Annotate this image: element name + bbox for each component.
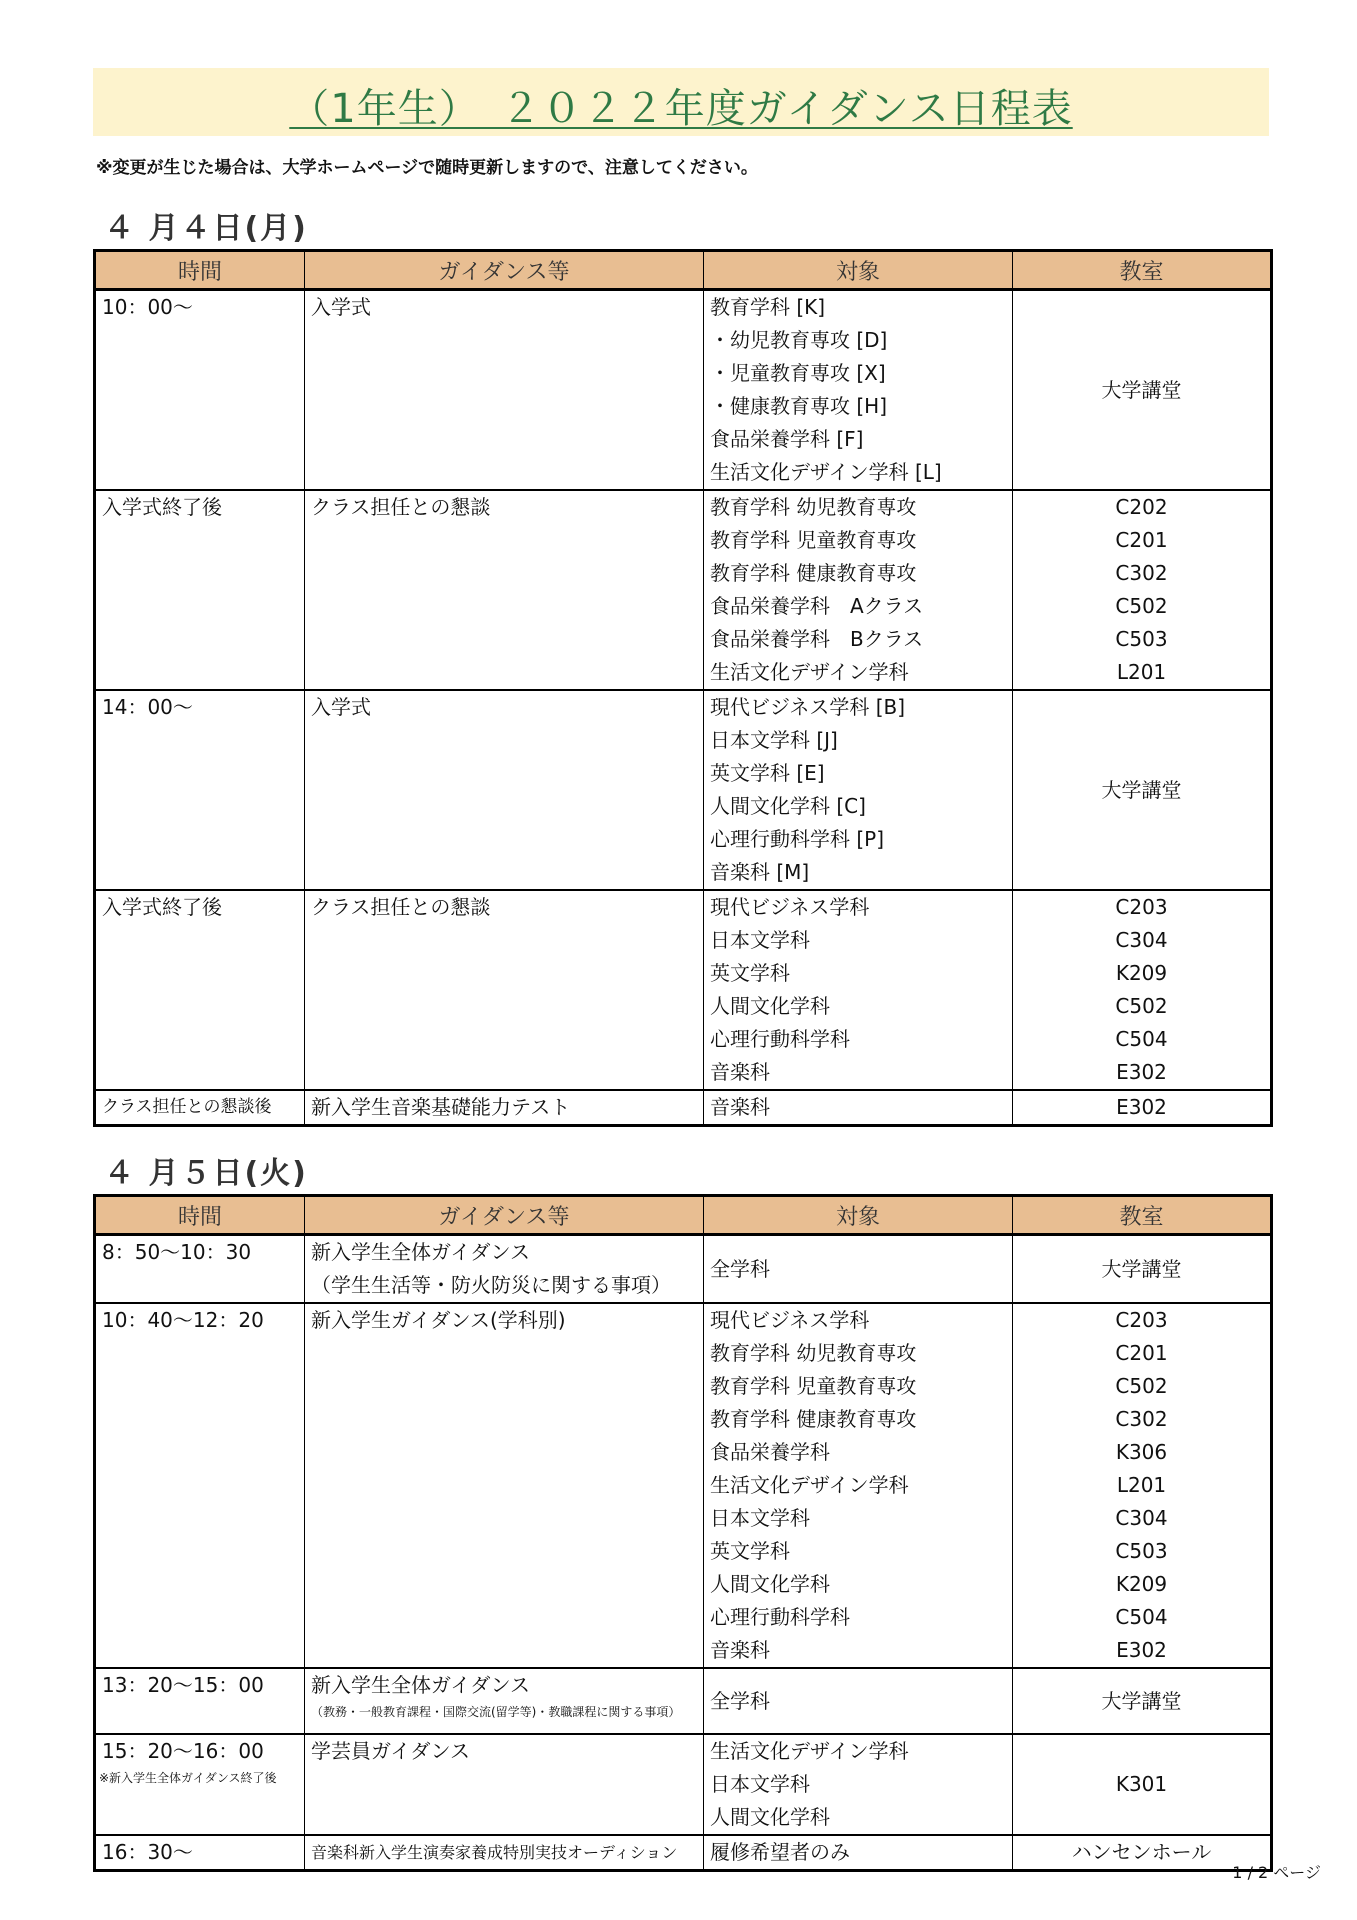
room-item: C202 — [1115, 495, 1168, 519]
room-item: E302 — [1116, 1060, 1167, 1084]
guidance-text: 新入学生全体ガイダンス — [311, 1240, 530, 1264]
time-text: 15：20～16：00 — [102, 1739, 264, 1763]
table-row — [95, 690, 1272, 890]
target-item: 日本文学科 [J] — [710, 728, 838, 752]
room-item: K209 — [1115, 961, 1168, 985]
target-item: 心理行動科学科 — [710, 1605, 850, 1629]
target-item: 音楽科 — [710, 1060, 770, 1084]
header-guidance: ガイダンス等 — [305, 1196, 704, 1235]
header-target: 対象 — [704, 251, 1013, 290]
table-row — [95, 1668, 1272, 1734]
time-text: 16：30～ — [102, 1840, 193, 1864]
guidance-cell — [305, 890, 704, 1090]
target-item: ・幼児教育専攻 [D] — [710, 328, 888, 352]
room-item: C502 — [1115, 1374, 1168, 1398]
table-header-row — [95, 251, 1272, 290]
target-item: 現代ビジネス学科 [B] — [710, 695, 906, 719]
target-item: 人間文化学科 [C] — [710, 794, 866, 818]
guidance-cell — [305, 1303, 704, 1668]
time-text: 入学式終了後 — [102, 895, 222, 919]
time-text: 入学式終了後 — [102, 495, 222, 519]
room-item: C304 — [1115, 1506, 1168, 1530]
target-item: 教育学科 [K] — [710, 295, 826, 319]
target-item: 音楽科 — [710, 1095, 770, 1119]
guidance-cell — [305, 290, 704, 491]
target-item: 日本文学科 — [710, 1772, 810, 1796]
room-item: C203 — [1115, 895, 1168, 919]
table-row — [95, 1090, 1272, 1126]
room-item: C504 — [1115, 1605, 1168, 1629]
target-item: 教育学科 児童教育専攻 — [710, 528, 917, 552]
target-item: 人間文化学科 — [710, 994, 830, 1018]
target-item: 日本文学科 — [710, 1506, 810, 1530]
room-cell: 大学講堂 — [1013, 1235, 1272, 1304]
target-item: 音楽科 [M] — [710, 860, 810, 884]
time-subtext: ※新入学生全体ガイダンス終了後 — [99, 1771, 277, 1785]
target-item: 人間文化学科 — [710, 1805, 830, 1829]
room-cell: 大学講堂 — [1013, 1668, 1272, 1734]
target-item: 生活文化デザイン学科 [L] — [710, 460, 942, 484]
room-item: E302 — [1116, 1638, 1167, 1662]
target-item: 教育学科 幼児教育専攻 — [710, 495, 917, 519]
guidance-text: 入学式 — [311, 295, 371, 319]
target-item: 食品栄養学科 [F] — [710, 427, 864, 451]
schedule-table-day2 — [93, 1194, 1273, 1872]
room-item: C302 — [1115, 1407, 1168, 1431]
guidance-text: 入学式 — [311, 695, 371, 719]
target-item: 全学科 — [710, 1688, 770, 1713]
room-item: C503 — [1115, 627, 1168, 651]
target-item: 英文学科 — [710, 1539, 790, 1563]
room-item: K306 — [1115, 1440, 1168, 1464]
page-number: 1 / 2 ページ — [1232, 1863, 1321, 1882]
header-guidance: ガイダンス等 — [305, 251, 704, 290]
target-cell — [704, 890, 1013, 1090]
target-item: 食品栄養学科 — [710, 1440, 830, 1464]
target-item: ・児童教育専攻 [X] — [710, 361, 886, 385]
room-cell — [1013, 1303, 1272, 1668]
target-item: 英文学科 [E] — [710, 761, 825, 785]
room-cell: K301 — [1013, 1734, 1272, 1835]
target-item: 現代ビジネス学科 — [710, 895, 870, 919]
target-item: 人間文化学科 — [710, 1572, 830, 1596]
target-cell — [704, 1235, 1013, 1304]
target-cell — [704, 1303, 1013, 1668]
room-item: C201 — [1115, 1341, 1168, 1365]
time-cell — [95, 1734, 305, 1835]
room-item: C302 — [1115, 561, 1168, 585]
target-item: 教育学科 健康教育専攻 — [710, 1407, 917, 1431]
guidance-text: クラス担任との懇談 — [311, 495, 491, 519]
room-item: L201 — [1116, 1473, 1167, 1497]
target-item: 日本文学科 — [710, 928, 810, 952]
table-row — [95, 290, 1272, 491]
target-item: 履修希望者のみ — [710, 1840, 850, 1864]
room-item: C502 — [1115, 594, 1168, 618]
time-cell — [95, 290, 305, 491]
room-cell — [1013, 490, 1272, 690]
table-header-row — [95, 1196, 1272, 1235]
time-text: 13：20～15：00 — [102, 1673, 264, 1697]
target-item: 音楽科 — [710, 1638, 770, 1662]
target-item: 生活文化デザイン学科 — [710, 660, 909, 684]
time-cell — [95, 1668, 305, 1734]
room-item: C201 — [1115, 528, 1168, 552]
guidance-text: 新入学生音楽基礎能力テスト — [311, 1095, 571, 1119]
target-cell — [704, 1090, 1013, 1126]
page-title: （1年生） ２０２２年度ガイダンス日程表 — [289, 86, 1073, 132]
guidance-cell — [305, 690, 704, 890]
time-text: クラス担任との懇談後 — [102, 1097, 272, 1117]
time-text: 10：00～ — [102, 295, 193, 319]
title-banner — [93, 68, 1269, 136]
guidance-cell — [305, 490, 704, 690]
date-heading-day2: ４ 月５日(火) — [104, 1156, 308, 1191]
room-cell: 大学講堂 — [1013, 690, 1272, 890]
room-item: C502 — [1115, 994, 1168, 1018]
guidance-cell — [305, 1235, 704, 1304]
guidance-subtext: （学生生活等・防火防災に関する事項） — [311, 1273, 671, 1297]
guidance-text: 音楽科新入学生演奏家養成特別実技オーディション — [311, 1843, 678, 1862]
time-cell — [95, 1303, 305, 1668]
room-item: L201 — [1116, 660, 1167, 684]
target-item: 教育学科 幼児教育専攻 — [710, 1341, 917, 1365]
time-cell — [95, 1235, 305, 1304]
time-cell — [95, 490, 305, 690]
target-item: 心理行動科学科 — [710, 1027, 850, 1051]
room-item: C203 — [1115, 1308, 1168, 1332]
room-item: C503 — [1115, 1539, 1168, 1563]
target-item: ・健康教育専攻 [H] — [710, 394, 888, 418]
schedule-table-day1 — [93, 249, 1273, 1127]
room-item: C304 — [1115, 928, 1168, 952]
target-cell — [704, 1668, 1013, 1734]
target-item: 英文学科 — [710, 961, 790, 985]
target-item: 生活文化デザイン学科 — [710, 1473, 909, 1497]
target-item: 食品栄養学科 Bクラス — [710, 627, 924, 651]
time-text: 10：40～12：20 — [102, 1308, 264, 1332]
target-cell — [704, 1734, 1013, 1835]
time-cell — [95, 1835, 305, 1871]
time-text: 14：00～ — [102, 695, 193, 719]
target-item: 食品栄養学科 Aクラス — [710, 594, 924, 618]
header-room: 教室 — [1013, 1196, 1272, 1235]
guidance-cell — [305, 1090, 704, 1126]
guidance-text: 新入学生ガイダンス(学科別) — [311, 1308, 566, 1332]
target-item: 教育学科 児童教育専攻 — [710, 1374, 917, 1398]
target-cell — [704, 290, 1013, 491]
header-target: 対象 — [704, 1196, 1013, 1235]
target-item: 生活文化デザイン学科 — [710, 1739, 909, 1763]
time-cell — [95, 1090, 305, 1126]
table-row — [95, 490, 1272, 690]
time-cell — [95, 690, 305, 890]
room-cell: 大学講堂 — [1013, 290, 1272, 491]
target-cell — [704, 690, 1013, 890]
header-room: 教室 — [1013, 251, 1272, 290]
room-item: K209 — [1115, 1572, 1168, 1596]
guidance-cell — [305, 1734, 704, 1835]
table-row — [95, 890, 1272, 1090]
header-time: 時間 — [95, 1196, 305, 1235]
room-cell: ハンセンホール — [1013, 1835, 1272, 1871]
room-cell: E302 — [1013, 1090, 1272, 1126]
target-item: 現代ビジネス学科 — [710, 1308, 870, 1332]
table-row — [95, 1734, 1272, 1835]
time-cell — [95, 890, 305, 1090]
notice-text: ※変更が生じた場合は、大学ホームページで随時更新しますので、注意してください。 — [96, 158, 758, 178]
target-item: 全学科 — [710, 1256, 770, 1281]
guidance-subtext: （教務・一般教育課程・国際交流(留学等)・教職課程に関する事項） — [311, 1705, 681, 1719]
guidance-text: 学芸員ガイダンス — [311, 1739, 470, 1763]
target-cell — [704, 490, 1013, 690]
room-item: C504 — [1115, 1027, 1168, 1051]
table-row — [95, 1235, 1272, 1304]
date-heading-day1: ４ 月４日(月) — [104, 211, 308, 246]
target-item: 教育学科 健康教育専攻 — [710, 561, 917, 585]
guidance-text: クラス担任との懇談 — [311, 895, 491, 919]
guidance-text: 新入学生全体ガイダンス — [311, 1673, 530, 1697]
room-cell — [1013, 890, 1272, 1090]
target-item: 心理行動科学科 [P] — [710, 827, 885, 851]
guidance-cell — [305, 1668, 704, 1734]
table-row — [95, 1303, 1272, 1668]
time-text: 8：50～10：30 — [102, 1240, 252, 1264]
target-cell — [704, 1835, 1013, 1871]
header-time: 時間 — [95, 251, 305, 290]
table-row — [95, 1835, 1272, 1871]
guidance-cell — [305, 1835, 704, 1871]
